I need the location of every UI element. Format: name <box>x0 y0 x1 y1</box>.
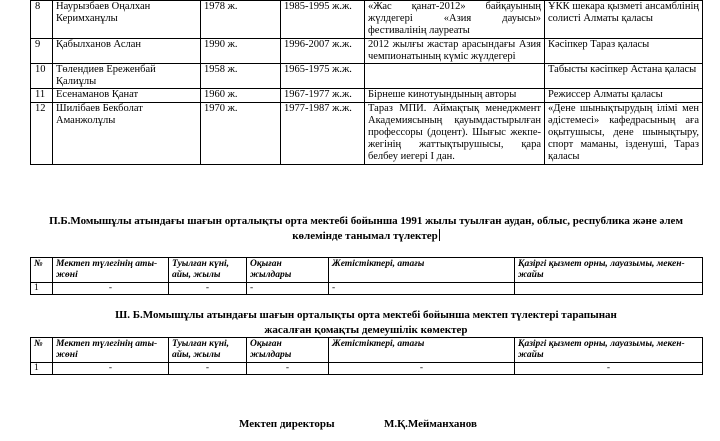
table-cell: - <box>515 363 703 375</box>
study-years: 1996-2007 ж.ж. <box>281 38 365 63</box>
header-cell: Туылған күні, айы, жылы <box>169 338 247 363</box>
section3-title-line1: Ш. Б.Момышұлы атындағы шағын орталықты орта мектебі бойынша мектеп түлектері тарапынан <box>115 309 617 321</box>
achievements: Тараз МПИ. Аймақтық менеджмент Академиясының қауымдастырылған профессоры (доцент). Шығыс жекпе-жегінің жаттықтырушысы, қара белбеу иегері І дан. <box>365 102 545 164</box>
section3-title-line2: жасалған қомақты демеушілік көмектер <box>264 324 468 336</box>
header-cell: Туылған күні, айы, жылы <box>169 258 247 283</box>
section3-title <box>30 308 702 338</box>
current-job: Режиссер Алматы қаласы <box>545 89 703 102</box>
section3-table <box>30 337 703 375</box>
current-job: ҰКК шекара қызметі ансамблінің солисті Алматы қаласы <box>545 1 703 39</box>
table-cell: - <box>329 363 515 375</box>
table-cell: - <box>169 363 247 375</box>
table-cell: - <box>53 283 169 295</box>
study-years: 1977-1987 ж.ж. <box>281 102 365 164</box>
current-job: «Дене шынықтырудың ілімі мен әдістемесі» кафедрасының аға оқытушысы, дене шынықтыру, спорт маманы, ізденуші, Тараз қаласы <box>545 102 703 164</box>
graduates-table <box>30 0 703 165</box>
achievements: Бірнеше кинотуындының авторы <box>365 89 545 102</box>
table-cell: - <box>169 283 247 295</box>
table-cell: - <box>247 283 329 295</box>
row-number: 8 <box>31 1 53 39</box>
section2-title-line2 <box>30 229 702 244</box>
achievements: 2012 жылғы жастар арасындағы Азия чемпионатының күміс жүлдегері <box>365 38 545 63</box>
text-cursor <box>439 229 440 241</box>
achievements <box>365 64 545 89</box>
birth-year: 1958 ж. <box>201 64 281 89</box>
table-cell <box>515 283 703 295</box>
header-cell: Мектеп түлегінің аты-жөні <box>53 258 169 283</box>
section2-title <box>30 214 702 244</box>
table-row <box>31 89 703 102</box>
table-header-row <box>31 258 703 283</box>
graduate-name: Наурызбаев Оңалхан Керимханұлы <box>53 1 201 39</box>
row-number: 9 <box>31 38 53 63</box>
row-number: 10 <box>31 64 53 89</box>
director-label: Мектеп директоры <box>239 418 335 430</box>
header-cell: Оқыған жылдары <box>247 338 329 363</box>
row-number: 11 <box>31 89 53 102</box>
table-cell: - <box>247 363 329 375</box>
current-job: Кәсіпкер Тараз қаласы <box>545 38 703 63</box>
birth-year: 1990 ж. <box>201 38 281 63</box>
table-cell: - <box>53 363 169 375</box>
section2-table <box>30 257 703 295</box>
header-cell: Жетістіктері, атағы <box>329 338 515 363</box>
table-cell: 1 <box>31 283 53 295</box>
header-cell: Мектеп түлегінің аты-жөні <box>53 338 169 363</box>
table-row <box>31 283 703 295</box>
study-years: 1965-1975 ж.ж. <box>281 64 365 89</box>
table-row <box>31 64 703 89</box>
graduates-table-body <box>31 1 703 165</box>
table-row <box>31 102 703 164</box>
table-cell: - <box>329 283 515 295</box>
section2-title-line2-text: көлемінде танымал түлектер <box>292 230 438 242</box>
table-cell: 1 <box>31 363 53 375</box>
table-header-row <box>31 338 703 363</box>
header-cell: № <box>31 338 53 363</box>
header-cell: № <box>31 258 53 283</box>
table-row <box>31 38 703 63</box>
current-job: Табысты кәсіпкер Астана қаласы <box>545 64 703 89</box>
graduate-name: Төлендиев Ереженбай Қалиұлы <box>53 64 201 89</box>
birth-year: 1970 ж. <box>201 102 281 164</box>
row-number: 12 <box>31 102 53 164</box>
graduate-name: Есенаманов Қанат <box>53 89 201 102</box>
header-cell: Қазіргі қызмет орны, лауазымы, мекен-жайы <box>515 258 703 283</box>
header-cell: Қазіргі қызмет орны, лауазымы, мекен-жайы <box>515 338 703 363</box>
director-name: М.Қ.Мейманханов <box>384 418 477 430</box>
header-cell: Оқыған жылдары <box>247 258 329 283</box>
birth-year: 1960 ж. <box>201 89 281 102</box>
birth-year: 1978 ж. <box>201 1 281 39</box>
graduate-name: Қабылханов Аслан <box>53 38 201 63</box>
study-years: 1967-1977 ж.ж. <box>281 89 365 102</box>
header-cell: Жетістіктері, атағы <box>329 258 515 283</box>
study-years: 1985-1995 ж.ж. <box>281 1 365 39</box>
table-row <box>31 1 703 39</box>
graduate-name: Шилібаев Бекболат Аманжолұлы <box>53 102 201 164</box>
achievements: «Жас қанат-2012» байқауының жүлдегері «Азия дауысы» фестивалінің лауреаты <box>365 1 545 39</box>
section2-title-line1: П.Б.Момышұлы атындағы шағын орталықты орта мектебі бойынша 1991 жылы туылған аудан, облыс, республика және әлем <box>49 215 683 227</box>
table-row <box>31 363 703 375</box>
